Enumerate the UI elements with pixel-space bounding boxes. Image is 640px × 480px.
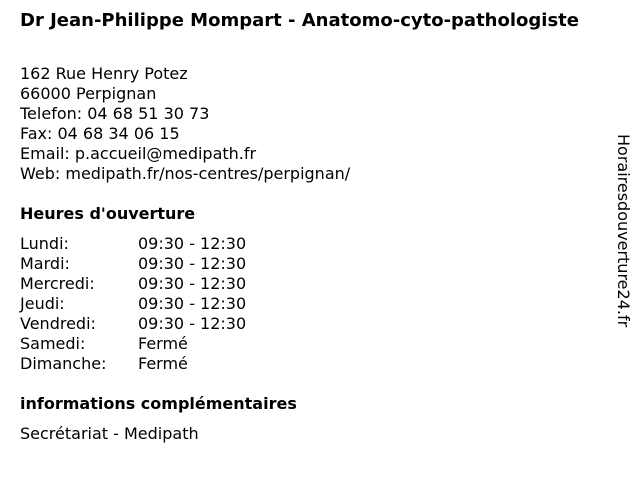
time-value: 09:30 - 12:30 [138,294,247,313]
hours-row [20,334,320,354]
day-label: Samedi: [20,334,86,353]
time-value: 09:30 - 12:30 [138,274,247,293]
address-street: 162 Rue Henry Potez [20,64,188,83]
time-value: Fermé [138,354,188,373]
hours-row [20,234,320,254]
time-value: 09:30 - 12:30 [138,234,247,253]
page-title: Dr Jean-Philippe Mompart - Anatomo-cyto-pathologiste [20,10,579,31]
additional-info-text: Secrétariat - Medipath [20,424,199,443]
website-address: Web: medipath.fr/nos-centres/perpignan/ [20,164,351,183]
phone-number: Telefon: 04 68 51 30 73 [20,104,210,123]
day-label: Jeudi: [20,294,65,313]
hours-row [20,294,320,314]
day-label: Vendredi: [20,314,96,333]
opening-hours-table [20,234,320,374]
time-value: Fermé [138,334,188,353]
hours-row [20,254,320,274]
hours-row [20,354,320,374]
watermark-text: Horairesdouverture24.fr [614,134,633,328]
additional-info-heading: informations complémentaires [20,394,297,413]
hours-row [20,274,320,294]
day-label: Dimanche: [20,354,107,373]
fax-number: Fax: 04 68 34 06 15 [20,124,180,143]
day-label: Mardi: [20,254,70,273]
hours-row [20,314,320,334]
time-value: 09:30 - 12:30 [138,254,247,273]
day-label: Lundi: [20,234,69,253]
email-address: Email: p.accueil@medipath.fr [20,144,257,163]
watermark [611,134,635,344]
opening-hours-heading: Heures d'ouverture [20,204,196,223]
contact-info [20,64,350,184]
day-label: Mercredi: [20,274,95,293]
time-value: 09:30 - 12:30 [138,314,247,333]
address-city: 66000 Perpignan [20,84,157,103]
